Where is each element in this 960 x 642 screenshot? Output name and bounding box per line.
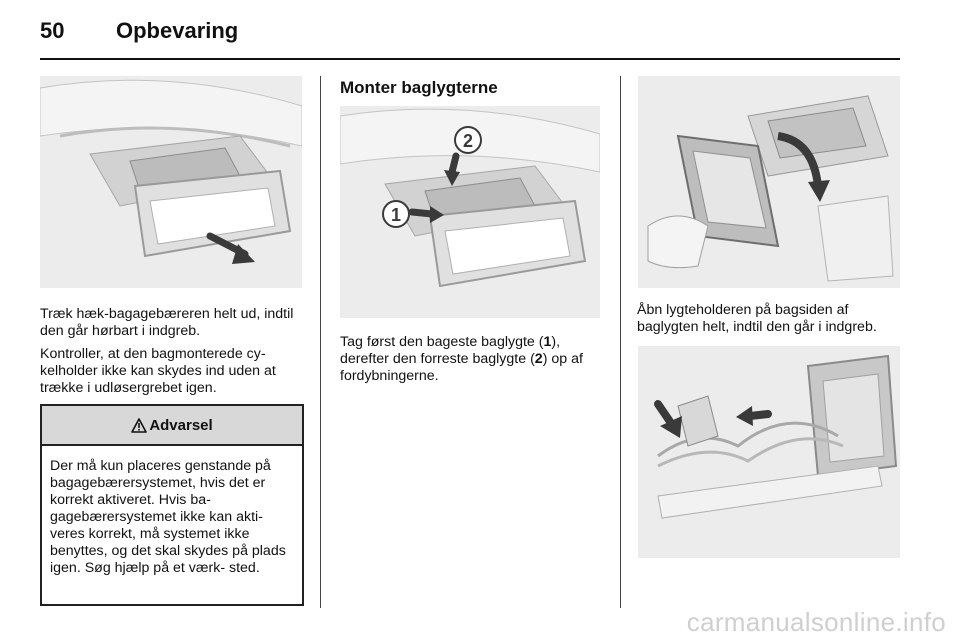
- column3-paragraph: Åbn lygteholderen på bagsiden af baglygten helt, indtil den går i indgreb.: [637, 302, 877, 335]
- column2-title: Monter baglygterne: [340, 78, 498, 97]
- column-divider-1: [320, 76, 321, 608]
- warning-triangle-icon: [131, 418, 147, 433]
- callout-2: 2: [462, 131, 474, 151]
- warning-title: Advarsel: [149, 416, 213, 434]
- callout-1: 1: [390, 205, 402, 225]
- column1-paragraph-2: Kontroller, at den bagmonterede cy- kelholder ikke kan skydes ind uden at trække i udløsergrebet igen.: [40, 346, 276, 396]
- hitch-pull-out-illustration: [40, 76, 302, 288]
- column1-paragraph-1: Træk hæk-bagagebæreren helt ud, indtil den går hørbart i indgreb.: [40, 306, 294, 339]
- page-number: 50: [40, 18, 65, 43]
- column2-paragraph: [340, 334, 606, 385]
- header-rule: [40, 58, 900, 60]
- tail-light-removal-illustration: [340, 106, 600, 318]
- column2-text-part-1: Tag først den bageste baglygte (: [340, 334, 544, 350]
- column2-text-part-2: ), derefter den forreste baglygte (: [340, 334, 561, 367]
- column-divider-2: [620, 76, 621, 608]
- reference-2: 2: [534, 351, 543, 367]
- warning-header: [42, 406, 302, 446]
- light-holder-open-illustration: [638, 76, 900, 288]
- light-insert-illustration: [638, 346, 900, 558]
- column2-text-part-3: ) op af fordybningerne.: [340, 351, 583, 384]
- warning-body: Der må kun placeres genstande på bagagebærersystemet, hvis det er korrekt aktiveret. Hvis ba- gagebærersystemet ikke kan akti- veres korrekt, må systemet ikke benyttes, og det skal skydes på plads igen. Søg hjælp på et værk- sted.: [50, 458, 286, 576]
- reference-1: 1: [543, 334, 552, 350]
- watermark: carmanualsonline.info: [686, 607, 946, 637]
- warning-box: [40, 404, 304, 606]
- section-title: Opbevaring: [116, 18, 239, 43]
